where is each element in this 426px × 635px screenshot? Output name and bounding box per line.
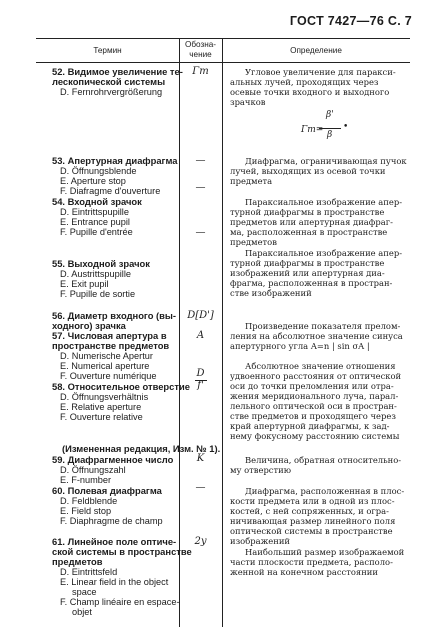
definition-line: зрачков (230, 97, 266, 107)
definition-line: ления на абсолютное значение синуса (230, 331, 403, 341)
term-title: 55. Выходной зрачок (52, 258, 150, 269)
term-title: 57. Числовая апертура в (52, 330, 167, 341)
term-translation: E. Exit pupil (60, 279, 109, 289)
definition-line: оси до точки преломления или отра- (230, 381, 394, 391)
term-title: 54. Входной зрачок (52, 196, 142, 207)
definition-line: изображений (230, 536, 290, 546)
term-translation: E. F-number (60, 475, 112, 485)
definition-line: костей, с ней сопряженных, и огра- (230, 506, 389, 516)
definition-line: кости предмета или в одной из плос- (230, 496, 395, 506)
symbol: — (195, 227, 206, 238)
term-title: пространстве предметов (52, 340, 170, 351)
definition-line: край апертурной диафрагмы, к зад- (230, 421, 390, 431)
definition-line: Абсолютное значение отношения (245, 361, 396, 371)
term-translation: F. Pupille de sortie (60, 289, 136, 299)
definition-line: Диафрагма, расположенная в плос- (245, 486, 405, 496)
symbol: K (196, 453, 205, 464)
definition-line: изображений или апертурная диа- (230, 268, 385, 278)
term-translation: E. Linear field in the object (60, 577, 169, 587)
term-title: ской системы в пространстве (52, 546, 192, 557)
symbol: Γт (192, 66, 209, 77)
formula-denominator: β (327, 130, 333, 140)
term-translation: F. Diaphragme de champ (60, 516, 163, 526)
definition-line: Произведение показателя прелом- (245, 321, 401, 331)
definition-line: лельного оптической оси в простран- (230, 401, 397, 411)
definition-line: му отверстию (230, 465, 292, 475)
formula-numerator: β' (326, 110, 334, 120)
definition-line: лучей, выходящих из осевой точки (230, 166, 386, 176)
column-header-symbol: Обозна- чение (184, 40, 217, 59)
definition-line: Угловое увеличение для паракси- (245, 67, 396, 77)
term-translation: D. Numerische Apertur (60, 351, 153, 361)
term-translation: D. Eintrittsfeld (60, 567, 118, 577)
definition-line: стве изображений (230, 288, 312, 298)
symbol: D[D'] (187, 310, 214, 321)
definition-line: женной на конечном расстоянии (230, 567, 378, 577)
term-title: ходного) зрачка (52, 320, 126, 331)
symbol-numerator: D (196, 368, 205, 379)
definition-line: части плоскости предмета, располо- (230, 557, 393, 567)
definition-line: предметов (230, 237, 277, 247)
symbol-denominator: f' (197, 380, 204, 391)
term-translation: E. Numerical aperture (60, 361, 150, 371)
term-translation: D. Öffnungszahl (60, 465, 126, 475)
definition-line: нему фокусному расстоянию системы (230, 431, 400, 441)
term-translation: E. Aperture stop (60, 176, 126, 186)
definition-line: ничивающая размер линейного поля (230, 516, 396, 526)
term-translation: F. Ouverture numérique (60, 371, 157, 381)
term-title: 61. Линейное поле оптиче- (52, 536, 177, 547)
term-title: 53. Апертурная диафрагма (52, 155, 178, 166)
term-translation: F. Pupille d'entrée (60, 227, 133, 237)
definition-line: осевые точки входного и выходного (230, 87, 390, 97)
term-translation: D. Eintrittspupille (60, 207, 129, 217)
term-title: 60. Полевая диафрагма (52, 485, 162, 496)
definition-line: предмета (230, 176, 273, 186)
definition-line: турной диафрагмы в пространстве (230, 207, 385, 217)
definition-line: Величина, обратная относительно- (245, 455, 402, 465)
term-translation: F. Diafragme d'ouverture (60, 186, 161, 196)
page-header: ГОСТ 7427—76 С. 7 (289, 14, 412, 28)
column-divider (222, 39, 223, 627)
term-translation: D. Austrittspupille (60, 269, 131, 279)
column-header-definition: Определение (290, 46, 342, 55)
definition-line: турной диафрагмы в пространстве (230, 258, 385, 268)
term-title: предметов (52, 556, 103, 567)
definition-line: апертурного угла A=n | sin σA | (230, 341, 370, 351)
formula-lhs: Γт= (301, 125, 324, 135)
edition-note: (Измененная редакция, Изм. № 1). (62, 443, 221, 454)
term-translation: F. Ouverture relative (60, 412, 143, 422)
term-translation: D. Feldblende (60, 496, 118, 506)
formula-dot: • (343, 122, 349, 132)
term-title: 56. Диаметр входного (вы- (52, 310, 177, 321)
definition-line: стве предметов и проходящего через (230, 411, 396, 421)
definition-line: Параксиальное изображение апер- (245, 248, 403, 258)
fraction-bar (319, 128, 341, 129)
term-translation: F. Champ linéaire en espace- (60, 597, 180, 607)
definition-line: оптической системы в пространстве (230, 526, 393, 536)
term-translation: E. Entrance pupil (60, 217, 130, 227)
term-translation: space (72, 587, 97, 597)
term-translation: D. Öffnungsverhältnis (60, 392, 149, 402)
symbol: 2y (194, 536, 207, 547)
definition-line: Параксиальное изображение апер- (245, 197, 403, 207)
definition-line: ма, расположенная в пространстве (230, 227, 388, 237)
symbol: A (196, 330, 205, 341)
definition-line: жения меридионального луча, парал- (230, 391, 399, 401)
symbol: — (195, 482, 206, 493)
column-header-term: Термин (93, 46, 122, 55)
term-title: 52. Видимое увеличение те- (52, 66, 183, 77)
term-translation: objet (72, 607, 92, 617)
definition-line: альных лучей, проходящих через (230, 77, 379, 87)
definition-line: удвоенного расстояния от оптической (230, 371, 402, 381)
term-translation: D. Öffnungsblende (60, 166, 137, 176)
term-translation: E. Relative aperture (60, 402, 142, 412)
term-translation: E. Field stop (60, 506, 112, 516)
term-title: 59. Диафрагменное число (52, 454, 174, 465)
definition-line: предметов или апертурная диафраг- (230, 217, 393, 227)
definition-line: Диафрагма, ограничивающая пучок (245, 156, 407, 166)
term-translation: D. Fernrohrvergrößerung (60, 87, 163, 97)
term-title: лескопической системы (52, 76, 166, 87)
definition-line: Наибольший размер изображаемой (245, 547, 405, 557)
symbol: — (195, 182, 206, 193)
term-title: 58. Относительное отверстие (52, 381, 190, 392)
header-divider (36, 62, 410, 63)
definition-line: фрагма, расположенная в простран- (230, 278, 393, 288)
symbol: — (195, 155, 206, 166)
